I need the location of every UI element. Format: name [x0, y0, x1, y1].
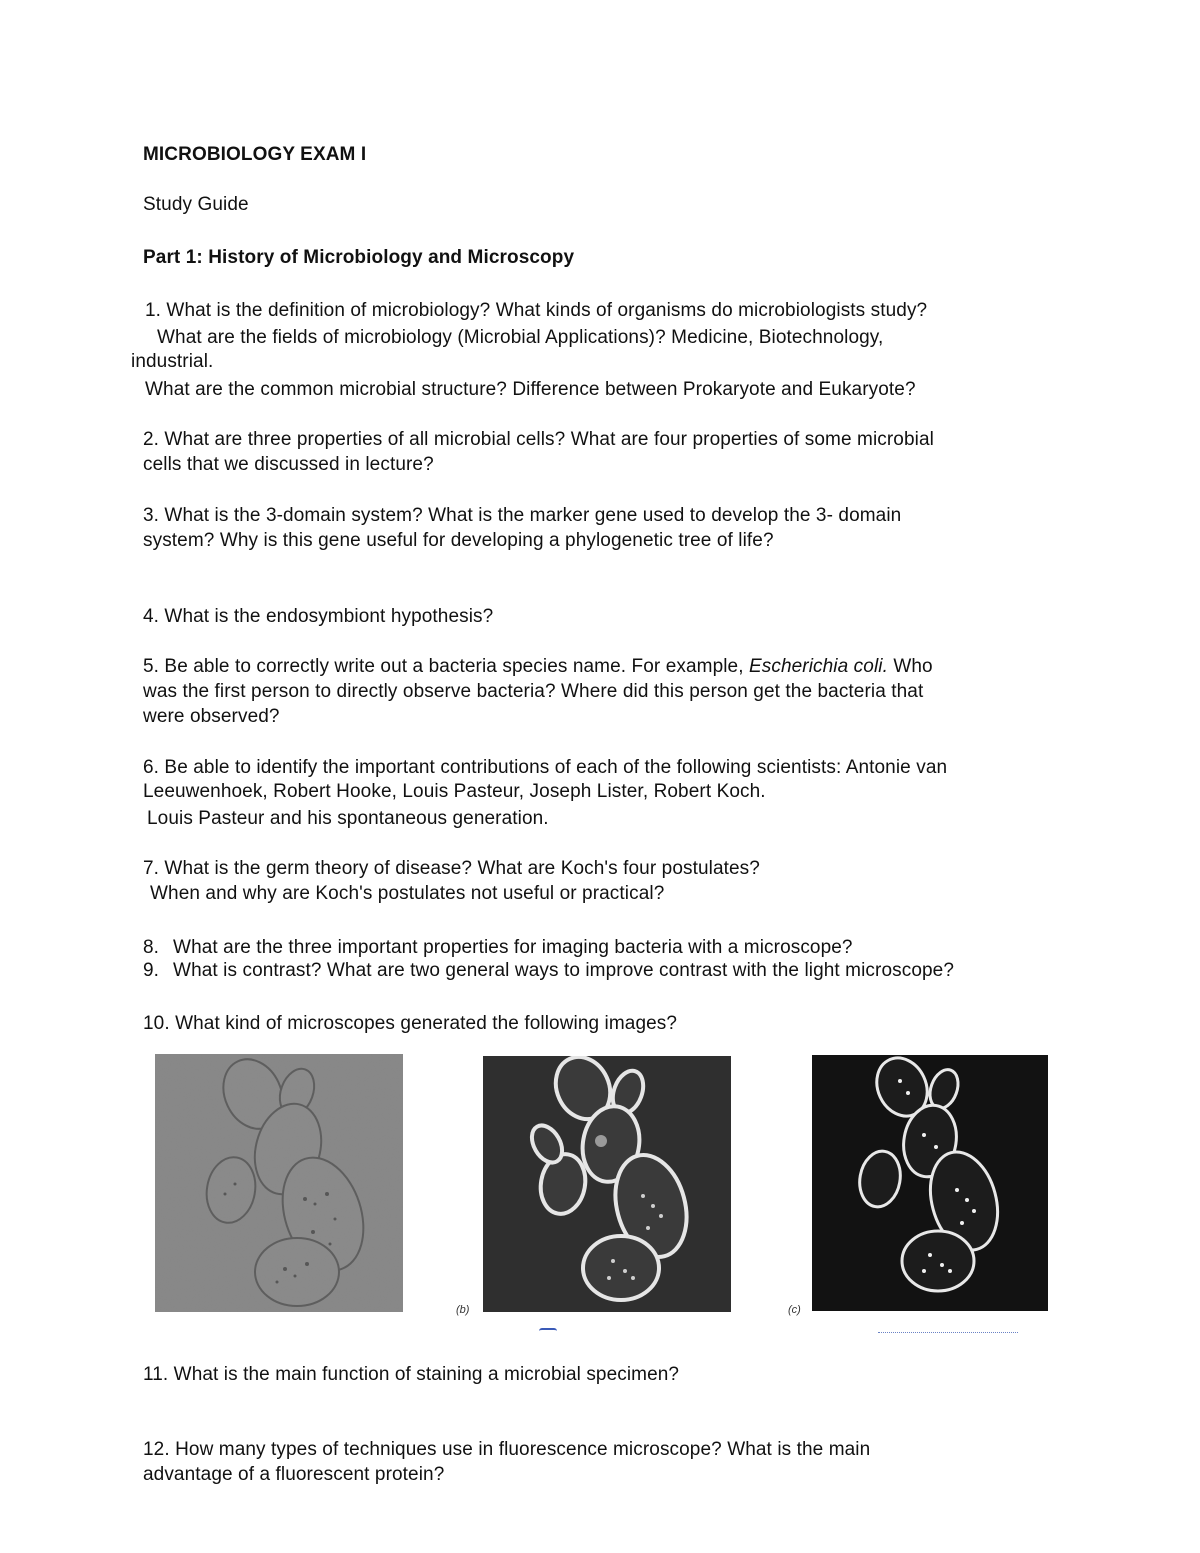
question-7-line-2: When and why are Koch's postulates not useful or practical?	[150, 883, 665, 904]
document-title: MICROBIOLOGY EXAM I	[143, 144, 367, 165]
question-6-line-2: Leeuwenhoek, Robert Hooke, Louis Pasteur, Joseph Lister, Robert Koch.	[143, 781, 766, 802]
question-3-line-1: 3. What is the 3-domain system? What is the marker gene used to develop the 3- domain	[143, 505, 902, 526]
question-1-line-3: industrial.	[131, 351, 214, 372]
question-4: 4. What is the endosymbiont hypothesis?	[143, 606, 494, 627]
document-subtitle: Study Guide	[143, 194, 249, 215]
panel-c-label: (c)	[788, 1304, 801, 1316]
question-7-line-1: 7. What is the germ theory of disease? What are Koch's four postulates?	[143, 858, 760, 879]
question-5-line-3: were observed?	[143, 706, 280, 727]
micrograph-phase-contrast	[483, 1056, 731, 1312]
question-9	[143, 958, 954, 984]
micrograph-dark-field	[812, 1055, 1048, 1311]
species-name-example: Escherichia coli.	[748, 656, 888, 677]
question-12-line-1: 12. How many types of techniques use in fluorescence microscope? What is the main	[143, 1439, 871, 1460]
question-9-text: What is contrast? What are two general ways to improve contrast with the light microscope?	[173, 960, 954, 981]
question-5-text-b: Who	[887, 656, 933, 677]
scan-artifact-line	[878, 1332, 1018, 1333]
micrograph-bright-field	[155, 1054, 403, 1312]
question-5-line-1	[143, 654, 933, 680]
question-5-text-a: 5. Be able to correctly write out a bacteria species name. For example,	[143, 656, 749, 677]
question-10: 10. What kind of microscopes generated the following images?	[143, 1013, 678, 1034]
question-2-line-2: cells that we discussed in lecture?	[143, 454, 434, 475]
question-6-line-1: 6. Be able to identify the important contributions of each of the following scientists: Antonie van	[143, 757, 948, 778]
question-12-line-2: advantage of a fluorescent protein?	[143, 1464, 445, 1485]
question-6-line-3: Louis Pasteur and his spontaneous generation.	[147, 808, 549, 829]
question-11: 11. What is the main function of staining a microbial specimen?	[143, 1364, 680, 1385]
question-1-line-2: What are the fields of microbiology (Microbial Applications)? Medicine, Biotechnology,	[157, 327, 884, 348]
question-1-line-4: What are the common microbial structure? Difference between Prokaryote and Eukaryote?	[145, 379, 916, 400]
section-heading: Part 1: History of Microbiology and Microscopy	[143, 247, 575, 268]
panel-b-label: (b)	[456, 1304, 470, 1316]
question-1-line-1: 1. What is the definition of microbiology? What kinds of organisms do microbiologists study?	[145, 300, 928, 321]
question-2-line-1: 2. What are three properties of all microbial cells? What are four properties of some microbial	[143, 429, 934, 450]
question-8-text: What are the three important properties for imaging bacteria with a microscope?	[173, 937, 853, 958]
micrograph-figure	[143, 1045, 1061, 1337]
question-3-line-2: system? Why is this gene useful for developing a phylogenetic tree of life?	[143, 530, 774, 551]
question-8-number: 8.	[143, 937, 160, 958]
question-5-line-2: was the first person to directly observe bacteria? Where did this person get the bacteria that	[143, 681, 924, 702]
scan-artifact-mark	[539, 1328, 557, 1334]
question-9-number: 9.	[143, 960, 160, 981]
